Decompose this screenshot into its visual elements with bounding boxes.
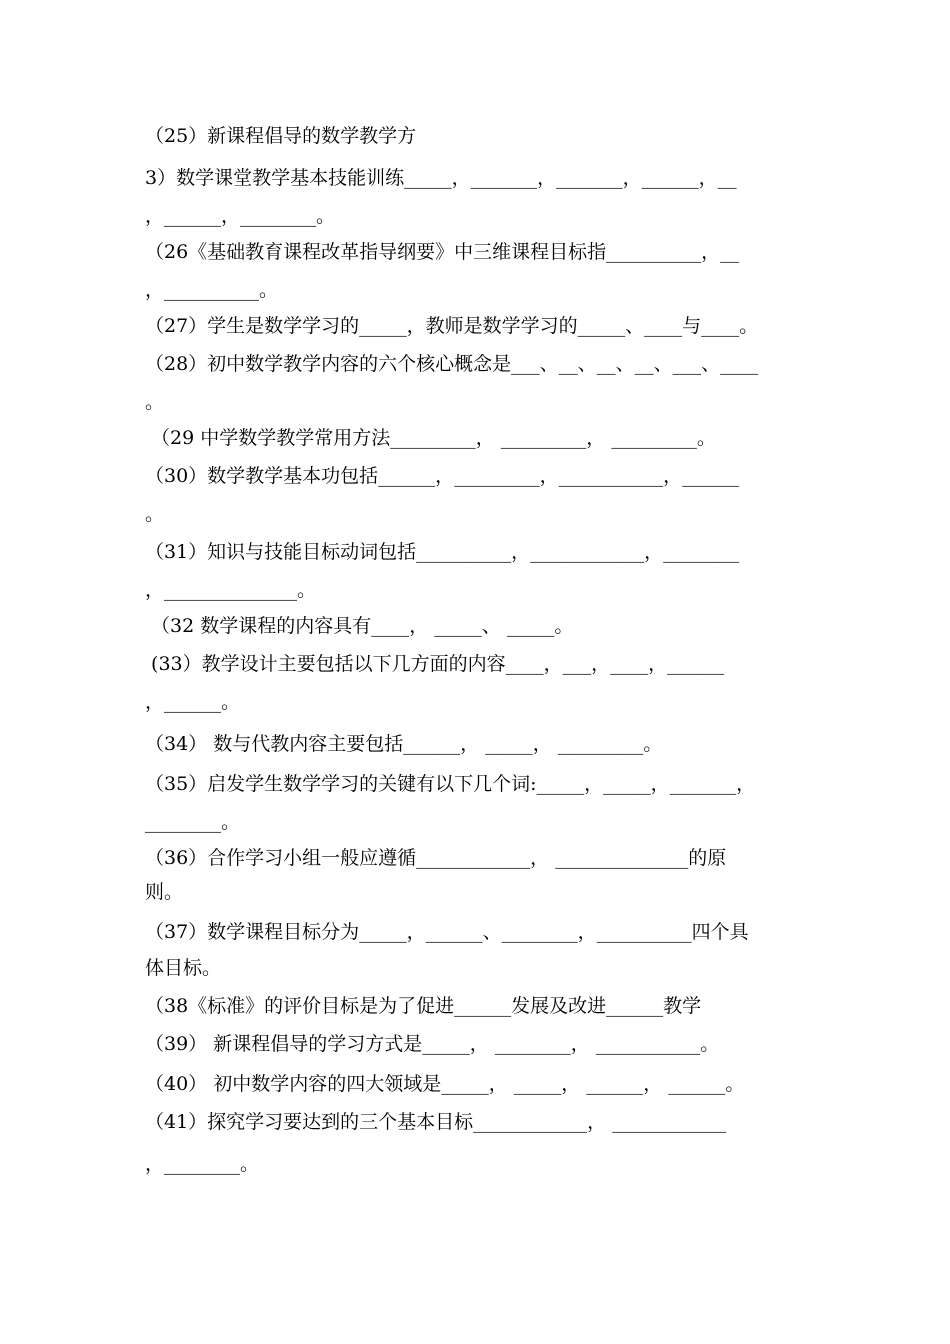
question-41-line: （41）探究学习要达到的三个基本目标____________， ____________	[145, 1111, 727, 1133]
question-30-line-cont: 。	[145, 503, 165, 525]
question-41-line-cont: ，________。	[145, 1153, 260, 1175]
question-39-line: （39） 新课程倡导的学习方式是_____， ________， ___________。	[145, 1033, 720, 1055]
question-33-line-cont: ，______。	[145, 691, 241, 713]
question-37-line-cont: 体目标。	[145, 957, 222, 979]
question-34-line: （34） 数与代教内容主要包括______， _____， _________。	[145, 733, 663, 755]
question-28-line: （28）初中数学教学内容的六个核心概念是___、__、__、__、___、____	[145, 353, 759, 375]
question-35-line: （35）启发学生数学学习的关键有以下几个词:_____，_____，_______，	[145, 773, 756, 795]
question-37-line: （37）数学课程目标分为_____，______、________，__________四个具	[145, 921, 749, 943]
question-3-line: 3）数学课堂教学基本技能训练_____，_______，_______，______，__	[145, 167, 737, 189]
question-28-line-cont: 。	[145, 391, 165, 413]
question-29-line: （29 中学数学教学常用方法_________， _________， _________。	[145, 427, 716, 449]
question-26-line: （26《基础教育课程改革指导纲要》中三维课程目标指__________，__	[145, 241, 740, 263]
question-26-line-cont: ，__________。	[145, 279, 279, 301]
question-32-line: （32 数学课程的内容具有____， _____、 _____。	[145, 615, 574, 637]
question-30-line: （30）数学教学基本功包括______，_________，___________，______	[145, 465, 740, 487]
question-3-line-cont: ，______，________。	[145, 205, 336, 227]
question-36-line-cont: 则。	[145, 881, 184, 903]
question-31-line: （31）知识与技能目标动词包括__________，____________，________	[145, 541, 740, 563]
question-33-line: (33）教学设计主要包括以下几方面的内容____，___，____，______	[145, 653, 725, 675]
question-36-line: （36）合作学习小组一般应遵循____________， ______________的原	[145, 847, 727, 869]
question-31-line-cont: ，______________。	[145, 579, 317, 601]
question-40-line: （40） 初中数学内容的四大领域是_____， _____， ______， ______。	[145, 1073, 745, 1095]
question-27-line: （27）学生是数学学习的_____，教师是数学学习的_____、____与____。	[145, 315, 759, 337]
question-38-line: （38《标准》的评价目标是为了促进______发展及改进______教学	[145, 995, 702, 1017]
question-35-line-cont: ________。	[145, 811, 241, 833]
question-25-line: （25）新课程倡导的数学教学方	[145, 125, 417, 147]
